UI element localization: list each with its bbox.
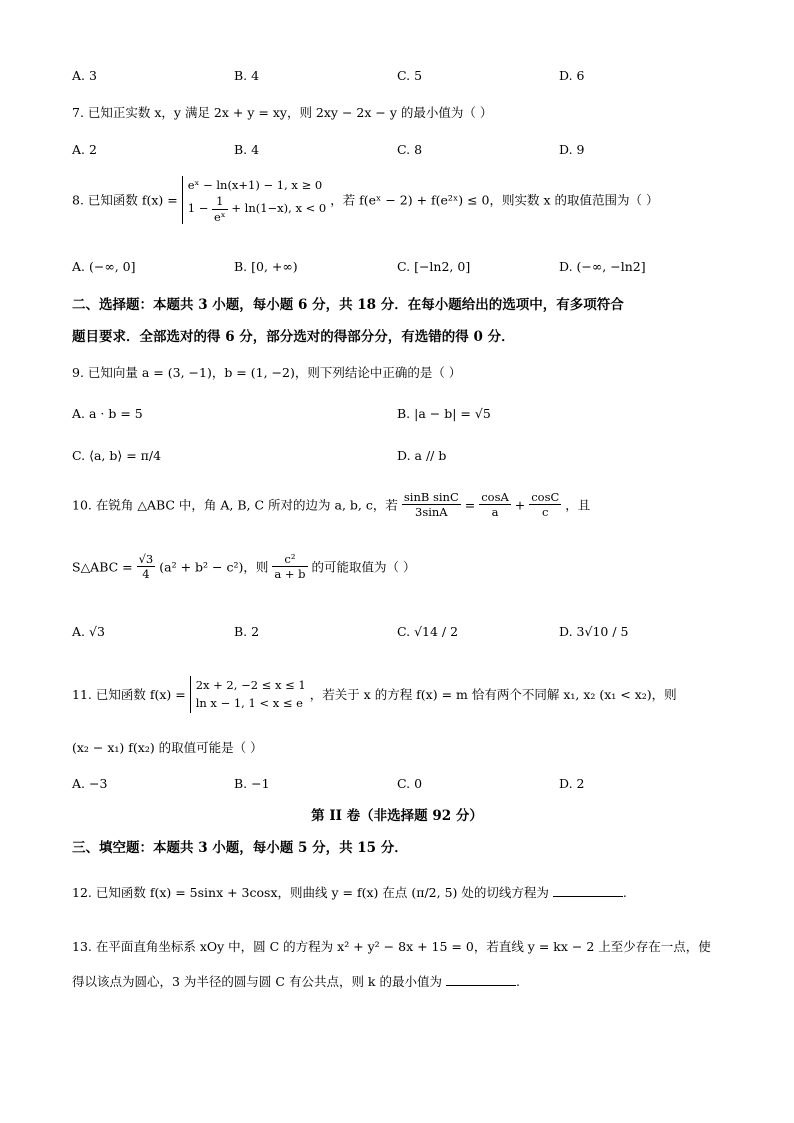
q11-suffix: ，若关于 x 的方程 f(x) = m 恰有两个不同解 x₁, x₂ (x₁ < x₂)，则 xyxy=(309,686,677,702)
q12-point: (π/2, 5) xyxy=(411,885,458,900)
q8-frac-den: eˣ xyxy=(214,209,226,224)
q10-frac1-num: sinB sinC xyxy=(403,490,459,504)
q13-line1: 13. 在平面直角坐标系 xOy 中，圆 C 的方程为 x² + y² − 8x + 15 = 0，若直线 y = kx − 2 上至少存在一点，使 xyxy=(72,939,711,954)
q10-option-a: A. √3 xyxy=(72,624,105,639)
q10-equals: = xyxy=(464,497,476,513)
q8-case2-pre: 1 − xyxy=(187,201,209,216)
q8-case2-post: + ln(1−x), x < 0 xyxy=(231,201,327,216)
q10-option-d: D. 3√10 / 5 xyxy=(559,624,629,639)
q6-option-b: B. 4 xyxy=(234,68,260,83)
q10-area-frac-num: √3 xyxy=(138,552,154,566)
q13-answer-blank[interactable] xyxy=(446,973,516,986)
q6-option-d: D. 6 xyxy=(559,68,585,83)
part2-title: 第 II 卷（非选择题 92 分） xyxy=(311,808,483,824)
q10-options xyxy=(72,624,752,646)
q12-stem-post: 处的切线方程为 xyxy=(461,885,549,900)
q7-option-a: A. 2 xyxy=(72,142,97,157)
q10-line2-mid: (a² + b² − c²)，则 xyxy=(159,559,269,575)
q9-option-c: C. ⟨a, b⟩ = π/4 xyxy=(72,448,162,463)
q10-stem xyxy=(72,490,734,520)
q7-options xyxy=(72,142,752,164)
q10-option-b: B. 2 xyxy=(234,624,260,639)
q8-option-c: C. [−ln2, 0] xyxy=(397,259,471,274)
q13-line2-text: 得以该点为圆心，3 为半径的圆与圆 C 有公共点，则 k 的最小值为 xyxy=(72,974,442,989)
q8-options xyxy=(72,259,752,281)
q8-prefix: 8. 已知函数 f(x) = xyxy=(72,192,182,208)
q6-option-c: C. 5 xyxy=(397,68,423,83)
section2-line2: 题目要求．全部选对的得 6 分，部分选对的得部分分，有选错的得 0 分． xyxy=(72,329,515,345)
q10-frac2-num: cosA xyxy=(481,490,509,504)
q8-option-b: B. [0, +∞) xyxy=(234,259,298,274)
q8-option-d: D. (−∞, −ln2] xyxy=(559,259,646,274)
q10-line2 xyxy=(72,552,734,582)
q11-option-b: B. −1 xyxy=(234,776,270,791)
q10-plus: + xyxy=(514,497,526,513)
q11-case1: 2x + 2, −2 ≤ x ≤ 1 xyxy=(195,678,306,692)
q7-option-b: B. 4 xyxy=(234,142,260,157)
q9-stem: 9. 已知向量 a = (3, −1)，b = (1, −2)，则下列结论中正确的是（ ） xyxy=(72,365,462,380)
q10-line2-post: 的可能取值为（ ） xyxy=(311,559,416,575)
q12-stem-pre: 12. 已知函数 f(x) = 5sinx + 3cosx，则曲线 y = f(x) 在点 xyxy=(72,885,408,900)
q10-area-frac-den: 4 xyxy=(142,567,150,582)
q12-answer-blank[interactable] xyxy=(553,884,623,897)
q11-case2: ln x − 1, 1 < x ≤ e xyxy=(195,696,303,711)
q11-piecewise xyxy=(190,676,306,713)
q7-stem: 7. 已知正实数 x，y 满足 2x + y = xy，则 2xy − 2x − y 的最小值为（ ） xyxy=(72,105,493,120)
q7-option-d: D. 9 xyxy=(559,142,585,157)
q9-option-b: B. |a − b| = √5 xyxy=(397,406,491,421)
q6-options xyxy=(72,68,752,90)
q10-target-frac xyxy=(272,552,307,582)
q10-frac1 xyxy=(402,490,461,520)
q10-frac2-den: a xyxy=(491,505,499,520)
q10-frac3-den: c xyxy=(542,505,549,520)
q10-area-label: S△ABC = xyxy=(72,559,137,575)
q10-target-frac-den: a + b xyxy=(274,567,306,582)
q11-option-d: D. 2 xyxy=(559,776,585,791)
q10-stem-pre: 10. 在锐角 △ABC 中，角 A, B, C 所对的边为 a, b, c，若 xyxy=(72,497,398,513)
q9-options-row2 xyxy=(72,448,752,470)
q11-options xyxy=(72,776,752,798)
q12-stem xyxy=(72,884,734,900)
q10-target-frac-num: c² xyxy=(272,552,307,567)
q8-case1: eˣ − ln(x+1) − 1, x ≥ 0 xyxy=(187,178,323,192)
q13-end: . xyxy=(515,974,520,989)
q8-case2 xyxy=(188,194,326,224)
q8-frac-num: 1 xyxy=(212,194,228,209)
q13-line2 xyxy=(72,973,734,989)
q8-option-a: A. (−∞, 0] xyxy=(72,259,136,274)
section2-line1: 二、选择题：本题共 3 小题，每小题 6 分，共 18 分．在每小题给出的选项中，有多项符合 xyxy=(72,297,624,313)
q8-case2-frac xyxy=(212,194,228,224)
q10-stem-post: ，且 xyxy=(565,497,591,513)
q9-option-d: D. a // b xyxy=(397,448,447,463)
q10-frac3-num: cosC xyxy=(531,490,560,504)
q10-frac1-den: 3sinA xyxy=(415,505,448,520)
q8-stem xyxy=(72,176,734,224)
q8-piecewise xyxy=(182,176,326,224)
q10-frac3 xyxy=(529,490,561,520)
q8-suffix: ，若 f(eˣ − 2) + f(e²ˣ) ≤ 0，则实数 x 的取值范围为（ ） xyxy=(330,192,659,208)
q10-frac2 xyxy=(479,490,511,520)
q7-option-c: C. 8 xyxy=(397,142,423,157)
q11-option-c: C. 0 xyxy=(397,776,423,791)
q10-area-frac xyxy=(137,552,156,582)
q6-option-a: A. 3 xyxy=(72,68,97,83)
section3-heading: 三、填空题：本题共 3 小题，每小题 5 分，共 15 分． xyxy=(72,840,408,856)
q11-stem xyxy=(72,676,734,713)
q11-option-a: A. −3 xyxy=(72,776,108,791)
q11-prefix: 11. 已知函数 f(x) = xyxy=(72,686,190,702)
q9-option-a: A. a · b = 5 xyxy=(72,406,143,421)
q10-option-c: C. √14 / 2 xyxy=(397,624,459,639)
q9-options-row1 xyxy=(72,406,752,428)
q11-line2: (x₂ − x₁) f(x₂) 的取值可能是（ ） xyxy=(72,740,263,755)
q12-end: . xyxy=(622,885,627,900)
